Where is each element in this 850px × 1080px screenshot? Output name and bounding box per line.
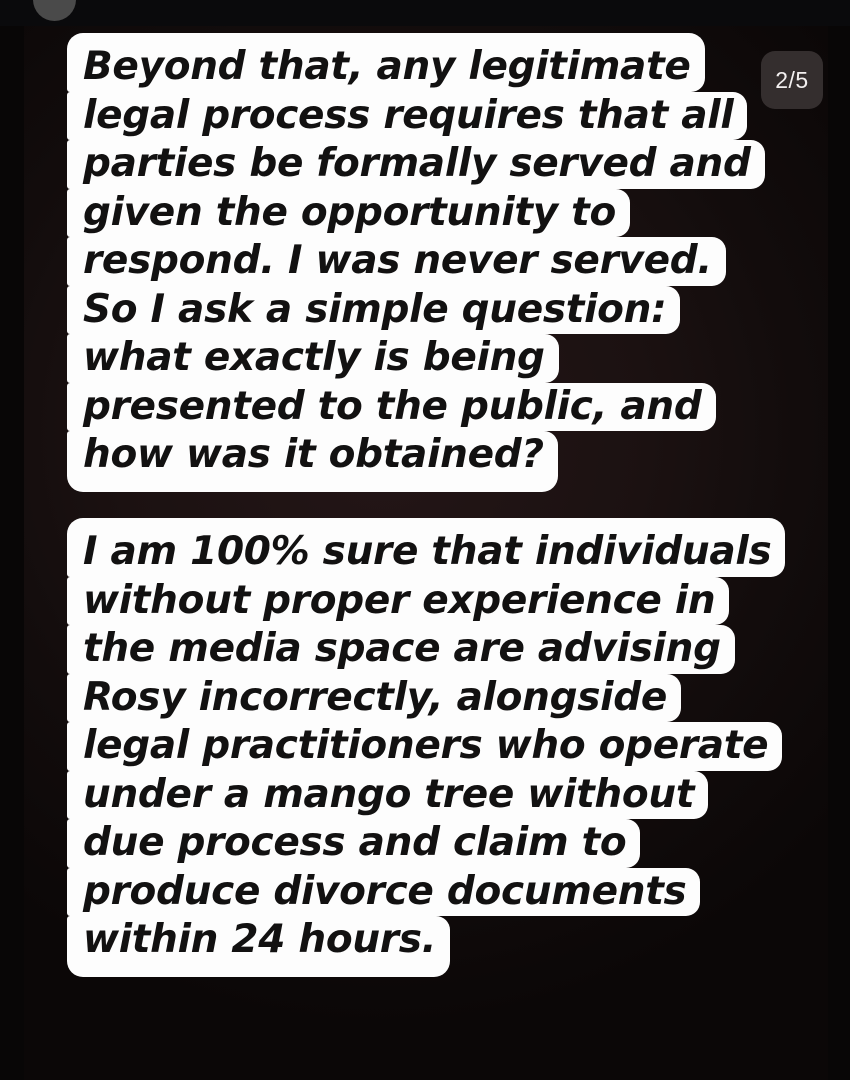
text-line: the media space are advising bbox=[67, 625, 735, 674]
text-line: Rosy incorrectly, alongside bbox=[67, 674, 681, 723]
page-counter-badge bbox=[761, 51, 823, 109]
text-line: what exactly is being bbox=[67, 334, 559, 383]
text-line: due process and claim to bbox=[67, 819, 640, 868]
quote-block-1 bbox=[67, 33, 785, 492]
text-line: I am 100% sure that individuals bbox=[67, 518, 785, 577]
text-line: under a mango tree without bbox=[67, 771, 708, 820]
quote-block-2 bbox=[67, 518, 785, 977]
profile-avatar[interactable] bbox=[33, 0, 76, 21]
text-line: within 24 hours. bbox=[67, 916, 450, 977]
text-line: Beyond that, any legitimate bbox=[67, 33, 705, 92]
app-top-bar bbox=[0, 0, 850, 26]
left-edge-gutter bbox=[0, 26, 24, 1080]
text-line: respond. I was never served. bbox=[67, 237, 726, 286]
text-line: legal process requires that all bbox=[67, 92, 747, 141]
text-line: legal practitioners who operate bbox=[67, 722, 782, 771]
page-counter-label: 2/5 bbox=[775, 66, 809, 93]
text-line: given the opportunity to bbox=[67, 189, 630, 238]
right-edge-gutter bbox=[828, 26, 850, 1080]
text-line: presented to the public, and bbox=[67, 383, 716, 432]
text-line: how was it obtained? bbox=[67, 431, 558, 492]
text-line: produce divorce documents bbox=[67, 868, 700, 917]
text-line: parties be formally served and bbox=[67, 140, 765, 189]
text-line: So I ask a simple question: bbox=[67, 286, 680, 335]
text-line: without proper experience in bbox=[67, 577, 729, 626]
